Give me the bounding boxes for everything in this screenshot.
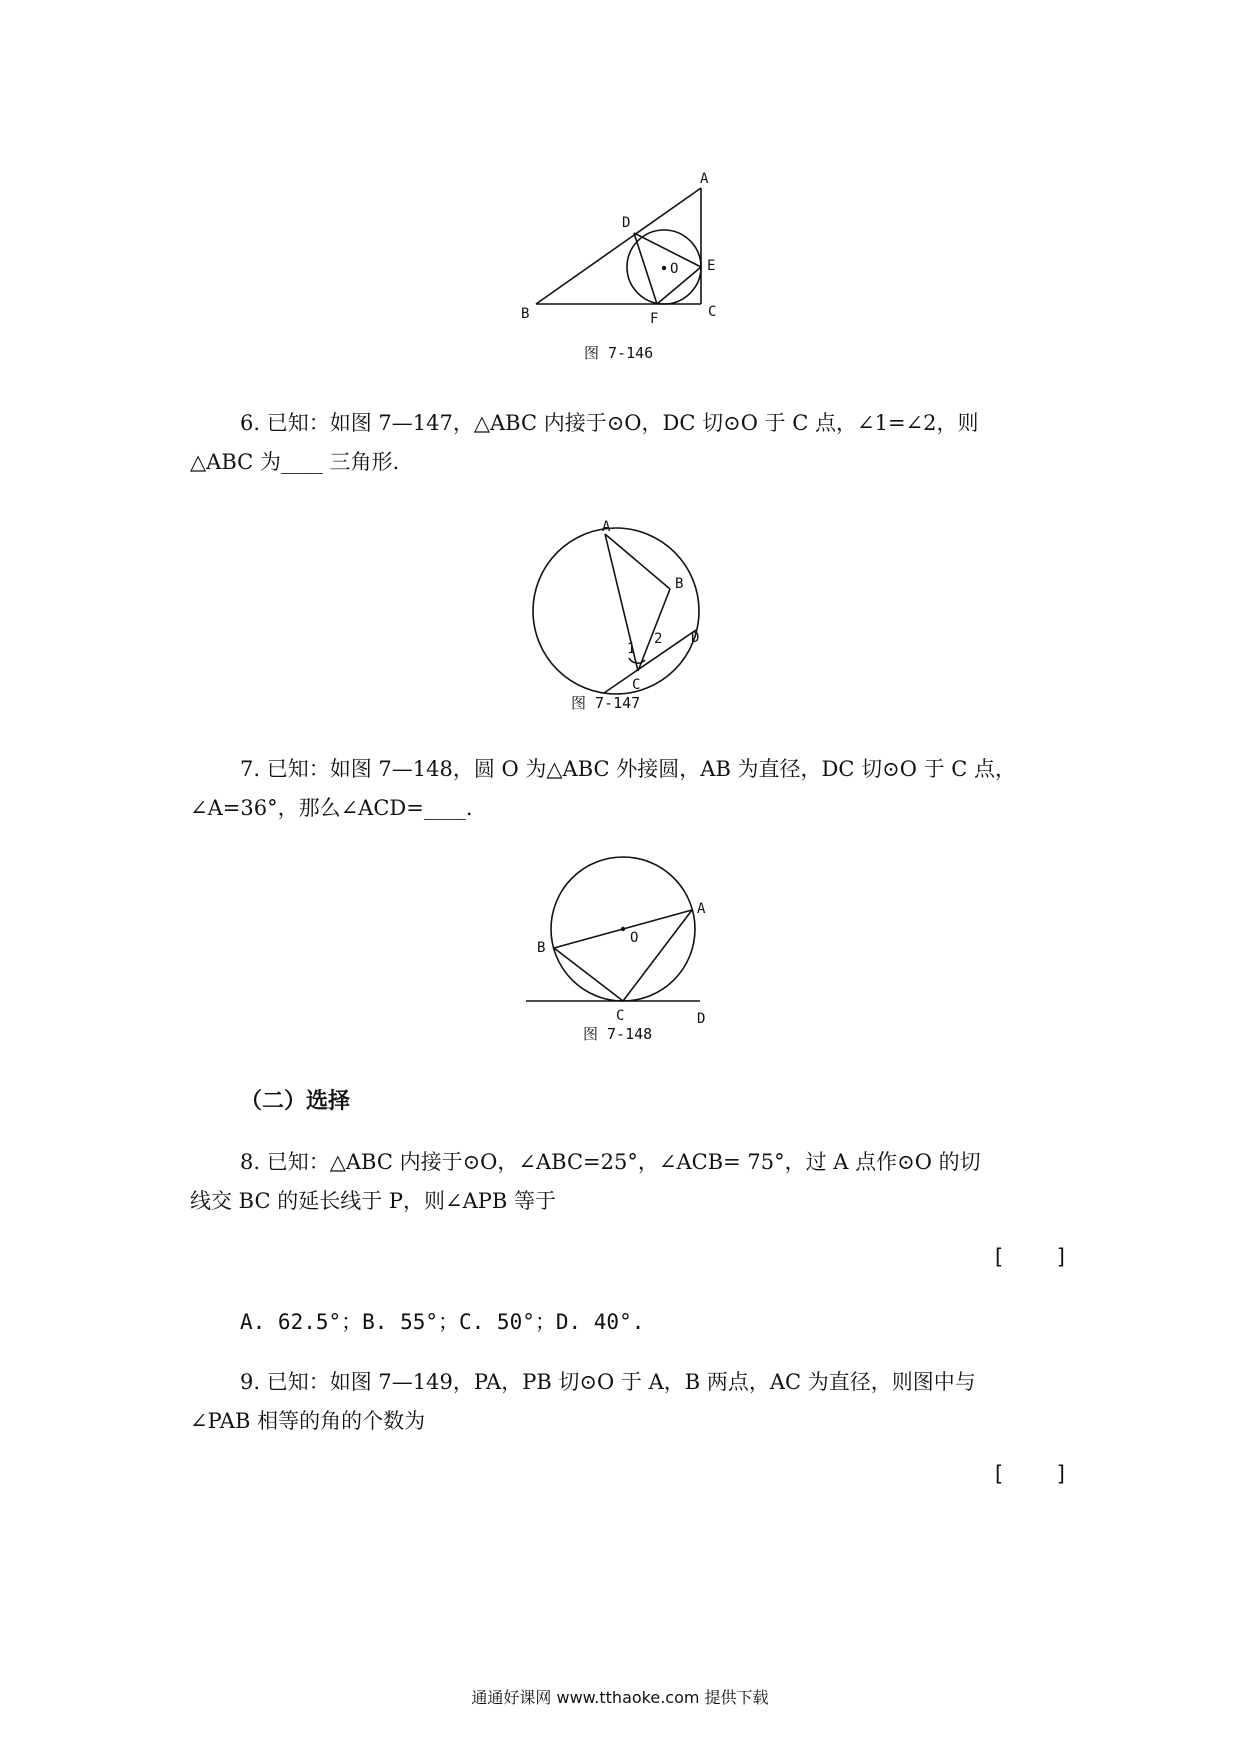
label-c: C <box>632 677 641 693</box>
label-o: O <box>630 930 639 946</box>
answer-bracket-9: [ ] <box>992 1462 1068 1486</box>
label-angle-1: 1 <box>627 641 636 657</box>
answer-bracket-8: [ ] <box>992 1245 1068 1269</box>
label-b: B <box>675 576 684 592</box>
question-7-line-2: ∠A=36°，那么∠ACD=____. <box>190 796 473 820</box>
center-point <box>621 927 625 931</box>
question-8-line-1: 8. 已知：△ABC 内接于⊙O，∠ABC=25°，∠ACB= 75°，过 A 点作⊙O 的切 <box>240 1150 981 1174</box>
label-b: B <box>537 940 546 956</box>
label-e: E <box>707 258 716 274</box>
question-9-line-2: ∠PAB 相等的角的个数为 <box>190 1409 426 1433</box>
question-7-line-1: 7. 已知：如图 7—148，圆 O 为△ABC 外接圆，AB 为直径，DC 切⊙O 于 C 点， <box>240 757 1017 781</box>
figure-7-146-drawing <box>520 170 740 330</box>
center-point <box>662 266 666 270</box>
label-a: A <box>602 519 611 535</box>
label-c: C <box>708 304 717 320</box>
label-f: F <box>650 311 659 327</box>
figure-7-147 <box>530 519 730 693</box>
question-9 <box>190 1363 1060 1441</box>
circumcircle <box>533 528 699 694</box>
label-angle-2: 2 <box>654 631 663 647</box>
question-6-line-1: 6. 已知：如图 7—147，△ABC 内接于⊙O，DC 切⊙O 于 C 点，∠1=∠2，则 <box>240 411 979 435</box>
question-8 <box>190 1143 1060 1221</box>
side-ab <box>536 188 701 304</box>
label-d: D <box>691 630 700 646</box>
footer-text: 通通好课网 www.tthaoke.com 提供下载 <box>471 1688 769 1707</box>
question-6-line-2: △ABC 为____ 三角形. <box>190 450 400 474</box>
label-d: D <box>622 215 631 231</box>
section-title: （二）选择 <box>240 1089 351 1114</box>
label-d: D <box>697 1011 706 1027</box>
side-ab <box>605 534 670 589</box>
side-ac <box>623 910 692 1001</box>
options-8: A. 62.5°；B. 55°；C. 50°；D. 40°. <box>240 1310 645 1334</box>
figure-7-147-drawing <box>530 519 730 693</box>
chord-ef <box>657 267 701 304</box>
label-a: A <box>697 901 706 917</box>
figure-7-148 <box>520 855 730 1027</box>
question-7 <box>190 750 1060 828</box>
label-o: O <box>670 261 679 277</box>
label-c: C <box>616 1008 625 1024</box>
figure-caption-7-147: 图 7-147 <box>571 694 641 712</box>
label-a: A <box>700 171 709 187</box>
figure-caption-7-146: 图 7-146 <box>584 344 654 362</box>
question-8-line-2: 线交 BC 的延长线于 P，则∠APB 等于 <box>190 1189 557 1213</box>
figure-caption-7-148: 图 7-148 <box>583 1025 653 1043</box>
question-9-line-1: 9. 已知：如图 7—149，PA，PB 切⊙O 于 A，B 两点，AC 为直径，则图中与 <box>240 1370 976 1394</box>
question-6 <box>190 404 1060 482</box>
label-b: B <box>521 306 530 322</box>
figure-7-146 <box>520 170 740 330</box>
figure-7-148-drawing <box>520 855 730 1027</box>
